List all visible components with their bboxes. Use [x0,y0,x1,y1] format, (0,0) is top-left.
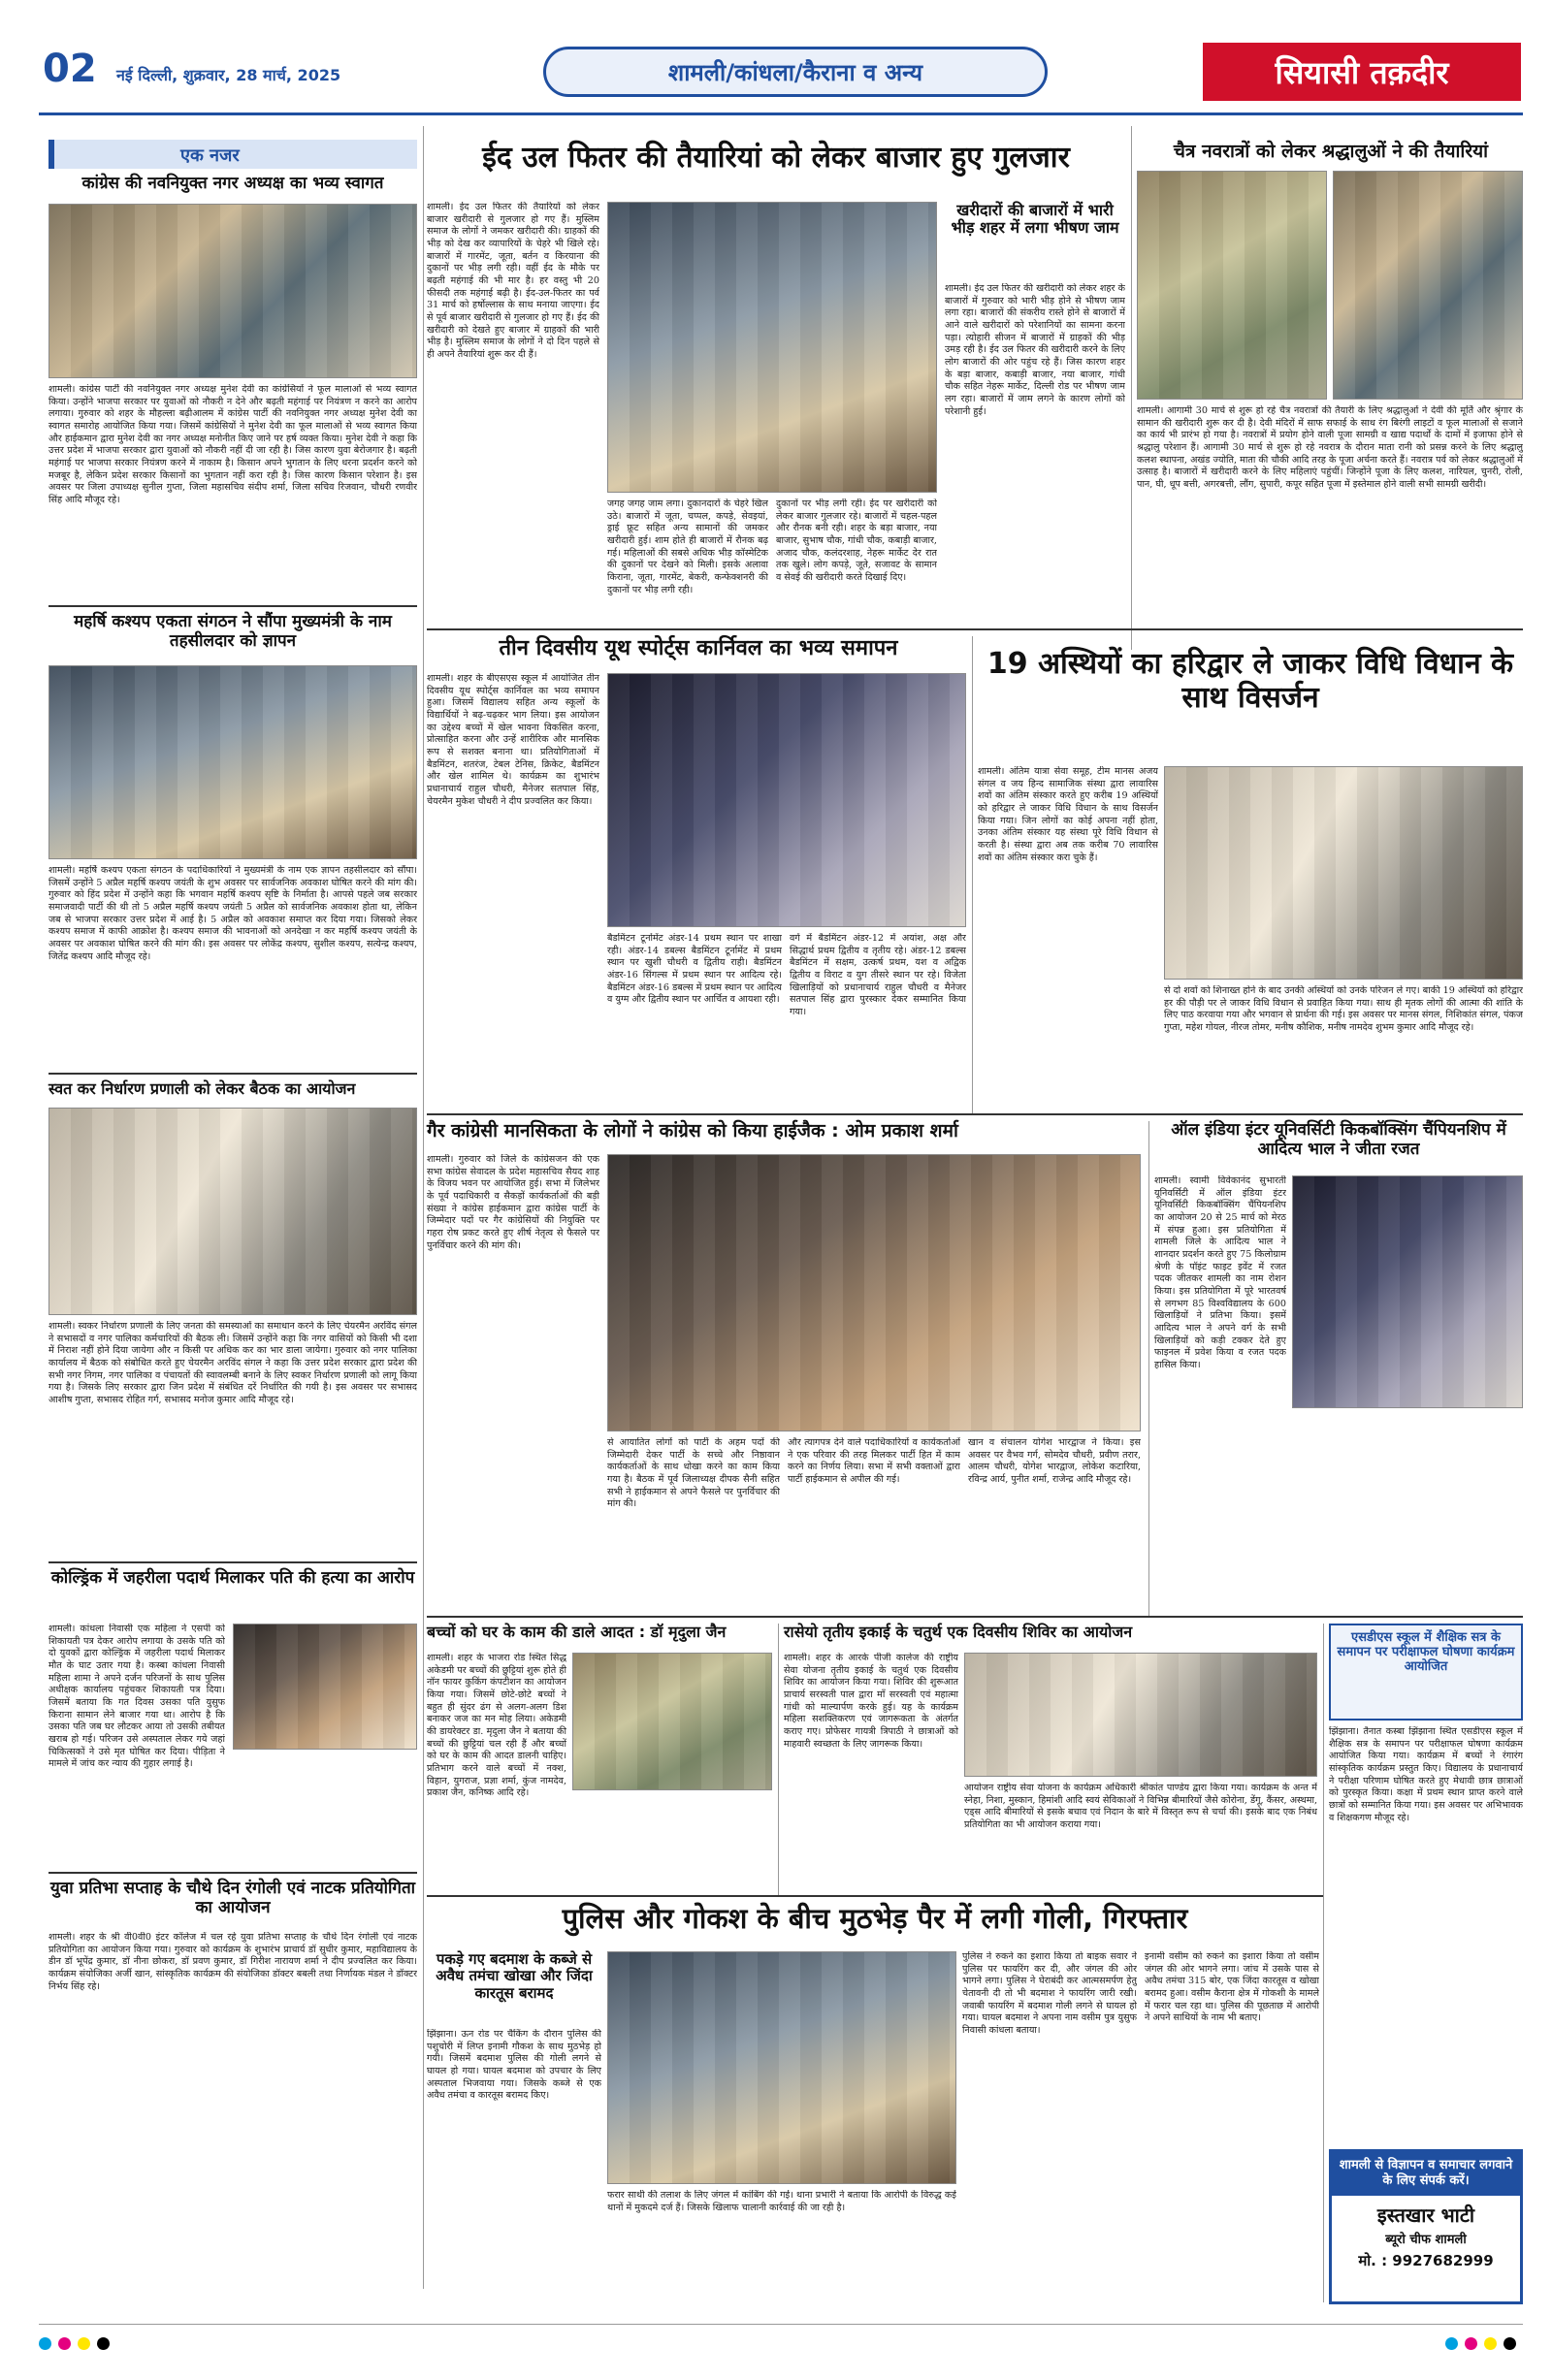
encounter-col4: फरार साथी की तलाश के लिए जंगल में कांबिंग की गई। थाना प्रभारी ने बताया कि आरोपी के विरुद्ध कई थानों में मुकदमे दर्ज हैं। जिसके खिलाफ चालानी कार्रवाई की जा रही है। [607,2190,956,2213]
cooking-photo [572,1653,772,1790]
youth-sports-photo [607,673,966,927]
youth-sports-headline: तीन दिवसीय यूथ स्पोर्ट्स कार्निवल का भव्य समापन [499,636,898,660]
om-prakash-col1: शामली। गुरुवार को जिले के कांग्रेसजन की एक सभा कांग्रेस सेवादल के प्रदेश महासचिव सैयद शाह के विजय भवन पर आयोजित हुई। सभा में जिलेभर के पूर्व पदाधिकारी व सैकड़ों कार्यकर्ताओं की बड़ी संख्या ने कांग्रेस हाईकमान द्वारा कांग्रेस पार्टी के जिम्मेदार पदों पर गैर कांग्रेसियों की नियुक्ति पर गहरा रोष प्रकट करते हुए शीर्ष नेतृत्व से फैसले पर पुनर्विचार करने की मांग की। [427,1154,599,1251]
story4-body: शामली। कांधला निवासी एक महिला ने एसपी को शिकायती पत्र देकर आरोप लगाया के उसके पति को दो युवकों द्वारा कोल्ड्रिंक में जहरीला पदार्थ मिलाकर मौत के घाट उतार गया है। कस्बा कांधला निवासी महिला शामा ने अपने दर्जन परिजनों के साथ पुलिस अधीक्षक कार्यालय पहुंचकर शिकायती पत्र दिया। जिसमें बताया कि गत दिवस उसका पति युसुफ किराना सामान लेने बाजार गया था। आरोप है कि उसका पति जब घर लौटकर आया तो उसकी तबीयत खराब हो गई। परिजन उसे अस्पताल लेकर गये जहां चिकित्सकों ने उसे मृत घोषित कर दिया। पीड़िता ने मामले में जांच कर न्याय की गुहार लगाई है। [48,1624,225,1770]
story2-photo [48,665,417,859]
sds-school-headline: एसडीएस स्कूल में शैक्षिक सत्र के समापन पर परीक्षाफल घोषणा कार्यक्रम आयोजित [1337,1630,1515,1674]
story1-headline: कांग्रेस की नवनियुक्त नगर अध्यक्ष का भव्य स्वागत [81,174,384,193]
kickboxing-headline: ऑल इंडिया इंटर यूनिवर्सिटी किकबॉक्सिंग चैंपियनशिप में आदित्य भाल ने जीता रजत [1171,1120,1506,1159]
eid-col2: जगह जगह जाम लगा। दुकानदारों के चेहरे खिल उठे। बाजारों में जूता, चप्पल, कपड़े, सेवइयां, ड्राई फ्रूट सहित अन्य सामानों की जमकर खरीदारी हुई। शाम होते ही बाजारों में रौनक बढ़ गई। महिलाओं की सबसे अधिक भीड़ कॉस्मेटिक की दुकानों पर देखने को मिली। इसके अलावा किराना, जूता, गारमेंट, बेकरी, कन्फेक्शनरी की दुकानों पर भीड़ लगी रही। [607,499,768,595]
ad-mobile: मो. : 9927682999 [1358,2251,1494,2269]
encounter-photo [607,1951,956,2184]
encounter-col2: पुलिस ने रुकने का इशारा किया तो बाइक सवार ने पुलिस पर फायरिंग कर दी, और जंगल की ओर भागने लगा। पुलिस ने घेराबंदी कर आत्मसमर्पण हेतु चेतावनी दी तो भी बदमाश ने फायरिंग जारी रखी। जवाबी फायरिंग में बदमाश गोली लगने से घायल हो गया। घायल बदमाश ने अपना नाम वसीम पुत्र युसुफ निवासी कांधला बताया। [962,1951,1137,2036]
dateline: नई दिल्ली, शुक्रवार, 28 मार्च, 2025 [116,66,341,84]
story1-body: शामली। कांग्रेस पार्टी की नवनियुक्त नगर अध्यक्ष मुनेश देवी का कांग्रेसियों ने फूल मालाओं से भव्य स्वागत किया। उन्होंने भाजपा सरकार पर युवाओं को नौकरी न देने और बढ़ती महंगाई पर नियंत्रण न करने का आरोप लगाया। गुरुवार को शहर के मौहल्ला बढ़ीआलम में कांग्रेस पार्टी की नवनियुक्त नगर अध्यक्ष मुनेश देवी का स्वागत समारोह आयोजित किया गया। जिसमें कांग्रेसियों ने मुनेश देवी का फूल मालाओं से भव्य स्वागत किया और हाईकमान द्वारा मुनेश देवी का नगर अध्यक्ष मनोनीत किए जाने पर हर्ष व्यक्त किया। मुनेश देवी ने कहा कि उत्तर प्रदेश में भाजपा सरकार द्वारा युवाओं को नौकरी नहीं दी जा रही है। जिस कारण युवा बेरोजगार है। बढ़ती महंगाई पर भाजपा सरकार नियंत्रण करने में नाकाम है। किसान अपने भुगतान के लिए धरना प्रदर्शन करने को मजबूर है, लेकिन प्रदेश सरकार किसानों का भुगतान नहीं करा रही है। जिस कारण किसान परेशान है। इस अवसर पर जिला उपाध्यक्ष सुनील गुप्ता, जिला महासचिव संदीप शर्मा, जिला सचिव रिजवान, चौधरी रणवीर सिंह आदि मौजूद रहे। [48,384,417,505]
haridwar-headline: 19 अस्थियों का हरिद्वार ले जाकर विधि विधान के साथ विसर्जन [986,647,1514,715]
color-registration-bar [39,2337,1523,2357]
haridwar-body2: से दो शवों को शिनाख्त होने के बाद उनकी अस्थियों को उनके परिजन ले गए। बाकी 19 अस्थियों को हरिद्वार हर की पौड़ी पर ले जाकर विधि विधान से प्रवाहित किया गया। साथ ही मृतक लोगों की आत्मा की शांति के लिए पाठ करवाया गया और भगवान से प्रार्थना की गई। इस अवसर पर मानस संगल, निशिकांत संगल, पंकज गुप्ता, महेश गोयल, नीरज तोमर, मनीष कौशिक, मनीष नामदेव शुभम कुमार आदि मौजूद रहे। [1164,985,1523,1033]
nss-camp-photo [964,1653,1317,1777]
masthead [39,39,1523,109]
section-title-banner [543,47,1048,97]
story3-headline: स्वत कर निर्धारण प्रणाली को लेकर बैठक का आयोजन [48,1079,356,1098]
haridwar-body: शामली। अंतिम यात्रा सेवा समूह, टीम मानस अजय संगल व जय हिन्द सामाजिक संस्था द्वारा लावारिस शवों का अंतिम संस्कार करते हुए करीब 19 अस्थियों को हरिद्वार ले जाकर विधि विधान के साथ विसर्जन किया गया। जिन लोगों का कोई अपना नहीं होता, उनका अंतिम संस्कार यह संस्था पूरे विधि विधान से करती है। संस्था द्वारा अब तक करीब 70 लावारिस शवों का अंतिम संस्कार करा चुके हैं। [978,766,1158,863]
encounter-sub-body: झिंझाना। ऊन रोड पर चैकिंग के दौरान पुलिस की पशुचोरी में लिप्त इनामी गौकश के साथ मुठभेड़ हो गयी। जिसमें बदमाश पुलिस की गोली लगने से घायल हो गया। घायल बदमाश को उपचार के लिए अस्पताल भिजवाया गया। जिसके कब्जे से एक अवैध तमंचा व कारतूस बरामद किए। [427,2029,601,2102]
story4-headline: कोल्ड्रिंक में जहरीला पदार्थ मिलाकर पति की हत्या का आरोप [50,1568,415,1588]
eid-col3: दुकानों पर भीड़ लगी रही। ईद पर खरीदारी को लेकर बाजार गुलजार रहे। बाजारों में चहल-पहल और रौनक बनी रही। शहर के बड़ा बाजार, नया बाजार, सुभाष चौक, गांधी चौक, कबाड़ी बाजार, अजाद चौक, कलंदरशाह, नेहरू मार्केट देर रात तक खुले। लोग कपड़े, जूते, सजावट के सामान व सेवई की खरीदारी करते दिखाई दिए। [776,499,937,583]
contact-ad-box [1329,2149,1523,2304]
eid-headline: ईद उल फितर की तैयारियां को लेकर बाजार हुए गुलजार [482,141,1070,175]
encounter-col3: इनामी वसीम को रुकने का इशारा किया तो वसीम जंगल की ओर भागने लगा। जांच में उसके पास से अवैध तमंचा 315 बोर, एक जिंदा कारतूस व खोखा बरामद हुआ। वसीम कैराना क्षेत्र में गोकशी के मामले में फरार चल रहा था। पुलिस की पूछताछ में आरोपी ने अपने साथियों के नाम भी बताए। [1145,1951,1319,2024]
eid-sub-body: शामली। ईद उल फितर की खरीदारी को लेकर शहर के बाजारों में गुरुवार को भारी भीड़ होने से भीषण जाम लगा रहा। बाजारों की संकरीय रास्ते होने से बाजारों में आने वाले खरीदारों को परेशानियों का सामना करना पड़ा। त्योहारी सीजन में बाजारों में ग्राहकों की भीड़ उमड़ रही है। ईद उल फितर की खरीदारी करने के लिए लोग बाजारों की ओर पहुंच रहे हैं। जिस कारण शहर के बड़ा बाजार, कबाड़ी बाजार, नया बाजार, गांधी चौक सहित नेहरू मार्केट, दिल्ली रोड पर भीषण जाम लग रहा। बाजारों में जाम लगने के कारण लोगों को परेशानी हुई। [945,283,1125,417]
story5-body: शामली। शहर के श्री वी0वी0 इंटर कॉलेज में चल रहे युवा प्रतिभा सप्ताह के चौथे दिन रंगोली एवं नाटक प्रतियोगिता का आयोजन किया गया। गुरुवार को कार्यक्रम के शुभारंभ प्राचार्य डॉ सुधीर कुमार, महाविद्यालय के डीन डॉ भूपेंद्र कुमार, डॉ नीना छोकरा, डॉ प्रवण कुमार, डॉ गिरीश नारायण शर्मा ने दीप प्रज्वलित कर किया। कार्यक्रम संयोजिका अर्जी खान, सांस्कृतिक कार्यक्रम की संयोजिका डॉक्टर बबली तथा निर्णायक मंडल ने डॉक्टर निर्भय सिंह रहे। [48,1932,417,1992]
navratri-photo-1 [1137,171,1327,400]
eid-sub-headline: खरीदारों की बाजारों में भारी भीड़ शहर में लगा भीषण जाम [951,201,1119,238]
om-prakash-col2: से आयातित लोगों को पार्टी के अहम पदों की जिम्मेदारी देकर पार्टी के सच्चे और निष्ठावान कार्यकर्ताओं के साथ धोखा करने का काम किया गया है। बैठक में पूर्व जिलाध्यक्ष दीपक सैनी सहित सभी ने हाईकमान से अपने फैसले पर पुनर्विचार की मांग की। [607,1437,780,1510]
encounter-sub-headline: पकड़े गए बदमाश के कब्जे से अवैध तमंचा खोखा और जिंदा कारतूस बरामद [436,1950,593,2002]
navratri-headline: चैत्र नवरात्रों को लेकर श्रद्धालुओं ने की तैयारियां [1173,141,1489,162]
om-prakash-headline: गैर कांग्रेसी मानसिकता के लोगों ने कांग्रेस को किया हाईजैक : ओम प्रकाश शर्मा [427,1120,958,1142]
left-column [48,126,417,2318]
youth-sports-col2: बैडमिंटन टूर्नामेंट अंडर-14 प्रथम स्थान पर शाखा रही। अंडर-14 डबल्स बैडमिंटन टूर्नामेंट में प्रथम स्थान पर खुशी चौधरी व द्वितीय राही। बैडमिंटन अंडर-16 सिंगल्स में प्रथम स्थान पर आदित्य रहे। बैडमिंटन अंडर-16 डबल्स में प्रथम स्थान पर आदित्य व युग्म और द्वितीय स्थान पर आर्चित व आयशा रही। [607,933,782,1006]
nss-camp-headline: रासेयो तृतीय इकाई के चतुर्थ एक दिवसीय शिविर का आयोजन [784,1623,1133,1641]
sds-headline-box [1329,1624,1523,1721]
navratri-photo-2 [1333,171,1523,400]
paper-name: सियासी तक़दीर [1275,53,1449,91]
nss-camp-col1: शामली। शहर के आरके पीजी कालेज की राष्ट्रीय सेवा योजना तृतीय इकाई के चतुर्थ एक दिवसीय शिविर का आयोजन किया गया। शिविर की शुरूआत प्राचार्य सरस्वती पाल द्वारा माँ सरस्वती एवं महात्मा गांधी को माल्यार्पण करके हुई। यह के कार्यक्रम महिला सशक्तिकरण एवं जागरूकता के अंतर्गत कराए गए। प्रोफेसर गायत्री त्रिपाठी ने छात्राओं को माहवारी स्वच्छता के लिए जागरूक किया। [784,1653,958,1750]
story2-body: शामली। महर्षि कश्यप एकता संगठन के पदाधिकारियों ने मुख्यमंत्री के नाम एक ज्ञापन तहसीलदार को सौंपा। जिसमें उन्होंने 5 अप्रैल महर्षि कश्यप जयंती के शुभ अवसर पर सार्वजनिक अवकाश घोषित करने की मांग की। गुरुवार को हिंद प्रदेश में उन्होंने कहा कि भगवान महर्षि कश्यप सृष्टि के निर्माता है। आपसे पहले जब सरकार समाजवादी पार्टी की थी तो 5 अप्रैल महर्षि कश्यप जयंती 5 अप्रैल को सार्वजनिक अवकाश होता था, लेकिन जब से भाजपा सरकार उत्तर प्रदेश में आई है। 5 अप्रैल को अवकाश समाप्त कर दिया गया। जिसको लेकर कश्यप समाज में काफी आक्रोश है। कश्यप समाज की भावनाओं को अनदेखा न कर महर्षि कश्यप जयंती के अवसर पर अवकाश घोषित करने की मांग की। इस अवसर पर लोकेंद्र कश्यप, सुशील कश्यप, सत्येन्द्र कश्यप, जितेंद्र कश्यप आदि मौजूद रहे। [48,865,417,962]
navratri-body: शामली। आगामी 30 मार्च से शुरू हो रहे चैत्र नवरात्रों की तैयारी के लिए श्रद्धालुओं ने देवी की मूर्ति और श्रृंगार के सामान की खरीदारी शुरू कर दी है। देवी मंदिरों में साफ सफाई के साथ रंग बिरंगी लाइटों व फूल मालाओं से सजाने का कार्य भी प्रारंभ हो गया है। नवरात्रों में प्रयोग होने वाली पूजा सामग्री व खाद्य पदार्थों के दामों में इजाफा होने से श्रद्धालु परेशान हैं। आगामी 30 मार्च से शुरू हो रहे नवरात्र के दौरान माता रानी को प्रसन्न करने के लिए श्रद्धालु कलश स्थापना, अखंड ज्योति, माता की चौकी आदि तरह के पूजा अर्चना करते हैं। नवरात्र पर्व को लेकर श्रद्धालुओं में उत्साह है। बाजारों में खरीदारी करने के लिए महिलाएं पहुंचीं। जिन्होंने पूजा के लिए कलश, नारियल, चुनरी, रोली, पान, घी, धूप बत्ती, अगरबत्ती, लौंग, सुपारी, कपूर सहित पूजा में इस्तेमाल होने वाली सभी सामग्री खरीदी। [1137,405,1523,490]
sds-school-body: झिंझाना। तैनात कस्बा झिंझाना स्थित एसडीएस स्कूल में शैक्षिक सत्र के समापन पर परीक्षाफल घोषणा कार्यक्रम आयोजित किया गया। कार्यक्रम में बच्चों ने रंगारंग सांस्कृतिक कार्यक्रम प्रस्तुत किए। विद्यालय के प्रधानाचार्य ने परीक्षा परिणाम घोषित करते हुए मेधावी छात्र छात्राओं को पुरस्कृत किया। कक्षा में प्रथम स्थान प्राप्त करने वाले छात्रों को सम्मानित किया गया। इस अवसर पर अभिभावक व शिक्षकगण मौजूद रहे। [1329,1726,1523,1823]
section-title: शामली/कांधला/कैराना व अन्य [667,58,923,86]
cooking-headline: बच्चों को घर के काम की डाले आदत : डॉ मृदुला जैन [427,1623,727,1641]
story3-body: शामली। स्वकर निर्धारण प्रणाली के लिए जनता की समस्याओं का समाधान करने के लिए चेयरमैन अरविंद संगल ने सभासदों व नगर पालिका कर्मचारियों की बैठक ली। जिसमें उन्होंने कहा कि नगर वासियों को किसी भी दशा में निराश नहीं होने दिया जायेगा और न किसी पर अधिक कर का भार डाला जायेगा। गुरुवार को नगर पालिका कार्यालय में बैठक को संबोधित करते हुए चेयरमैन अरविंद संगल ने कहा कि उत्तर प्रदेश सरकार द्वारा प्रदेश की सभी नगर निगम, नगर पालिका व पंचायतों की स्वावलम्बी बनाने के लिए स्वकर निर्धारण प्रणाली को लागू किया गया है। जिसके लिए सरकार द्वारा जिन प्रदेश में संबंधित दरें निर्धारित की गयी है। इस अवसर पर सभासद आशीष गुप्ता, सभासद रोहित गर्ग, सभासद मनोज कुमार आदि मौजूद रहे। [48,1321,417,1405]
ad-line1: शामली से विज्ञापन व समाचार लगवाने के लिए संपर्क करें। [1332,2152,1520,2196]
cooking-body: शामली। शहर के भाजरा रोड स्थित सिद्ध अकेडमी पर बच्चों की छुट्टियां शुरू होते ही नॉन फायर कुकिंग कंपटीशन का आयोजन किया गया। जिसमें छोटे-छोटे बच्चों ने बहुत ही सुंदर ढंग से अलग-अलग डिश बनाकर जज का मन मोह लिया। अकेडमी की डायरेक्टर डा. मृदुला जैन ने बताया की बच्चों की छुट्टियां चल रही हैं और बच्चों को घर के काम की आदत डालनी चाहिए। प्रतिभाग करने वाले बच्चों में नक्श, विहान, युगराज, प्रज्ञा शर्मा, कुंज नामदेव, प्रकाश जैन, कनिष्क आदि रहे। [427,1653,566,1799]
story3-photo [48,1108,417,1315]
story1-photo [48,204,417,378]
nss-camp-col2: आयोजन राष्ट्रीय सेवा योजना के कार्यक्रम अधिकारी श्रीकांत पाण्डेय द्वारा किया गया। कार्यक्रम के अन्त में स्नेहा, निशा, मुस्कान, हिमांशी आदि स्वयं सेविकाओं ने विभिन्न बीमारियों जैसे कोरोना, डेंगू, कैंसर, अस्थमा, एड्स आदि बीमारियों से इसके बचाव एवं निदान के बारे में विस्तृत रूप से चर्चा की। इसके बाद एक निबंध प्रतियोगिता का भी आयोजन कराया गया। [964,1783,1317,1830]
ek-nazar-banner [48,140,417,169]
eid-col1: शामली। ईद उल फितर की तैयारियों को लेकर बाजार खरीदारी से गुलजार हो गए हैं। मुस्लिम समाज के लोगों ने जमकर खरीदारी की। ग्राहकों की भीड़ को देख कर व्यापारियों के चेहरे भी खिले रहे। बाजारों में गारमेंट, जूता, बर्तन व किरयाना की दुकानों पर भीड़ लगी रही। वहीं ईद के मौके पर बढ़ती महंगाई की भी मार है। हर वस्तु भी 20 फीसदी तक महंगाई बढ़ी है। ईद-उल-फितर का पर्व 31 मार्च को हर्षोल्लास के साथ मनाया जाएगा। ईद से पूर्व बाजार खरीदारी से गुलजार हो गए हैं। ईद की खरीदारी को देखते हुए बाजार में ग्राहकों की भारी भीड़ है। मुस्लिम समाज के लोगों ने दो दिन पहले से ही अपने तैयारियां शुरू कर दी हैं। [427,202,599,360]
kickboxing-body: शामली। स्वामी विवेकानंद सुभारती यूनिवर्सिटी में ऑल इंडिया इंटर यूनिवर्सिटी किकबॉक्सिंग चैंपियनशिप का आयोजन 20 से 25 मार्च को मेरठ में संपन्न हुआ। इस प्रतियोगिता में शामली जिले के आदित्य भाल ने शानदार प्रदर्शन करते हुए 75 किलोग्राम श्रेणी के पॉइंट फाइट इवेंट में रजत पदक जीतकर शामली का नाम रोशन किया। इस प्रतियोगिता में पूरे भारतवर्ष से लगभग 85 विश्वविद्यालय के 600 खिलाड़ियों ने प्रतिभा किया। इसमें आदित्य भाल ने अपने वर्ग के सभी खिलाड़ियों को कड़ी टक्कर देते हुए फाइनल में प्रवेश किया व रजत पदक हासिल किया। [1154,1175,1286,1370]
eid-photo-main [607,202,937,493]
story5-headline: युवा प्रतिभा सप्ताह के चौथे दिन रंगोली एवं नाटक प्रतियोगिता का आयोजन [49,1879,416,1917]
ad-name: इस्तखार भाटी [1376,2203,1475,2227]
page-number: 02 [43,47,97,91]
ek-nazar-label: एक नजर [180,145,240,166]
kickboxing-photo [1292,1175,1523,1408]
om-prakash-col3: और त्यागपत्र देने वाले पदाधिकारियों व कार्यकर्ताओं ने एक परिवार की तरह मिलकर पार्टी हित में काम करने का निर्णय लिया। सभा में सभी वक्ताओं द्वारा पार्टी हाईकमान से अपील की गई। [788,1437,960,1485]
paper-name-badge [1203,43,1521,101]
youth-sports-col3: वर्ग में बैडमिंटन अंडर-12 में अयांश, अक्ष और सिद्धार्थ प्रथम द्वितीय व तृतीय रहे। अंडर-12 डबल्स बैडमिंटन में सक्षम, उत्कर्ष प्रथम, यश व अद्विक द्वितीय व विराट व युग तीसरे स्थान पर रहे। विजेता खिलाड़ियों को प्रधानाचार्य राहुल चौधरी व मैनेजर सतपाल सिंह द्वारा पुरस्कार देकर सम्मानित किया गया। [790,933,966,1017]
om-prakash-photo [607,1154,1141,1431]
ad-designation: ब्यूरो चीफ शामली [1385,2232,1467,2247]
story4-photo [233,1624,417,1750]
om-prakash-col4: खान व संचालन योगेश भारद्वाज ने किया। इस अवसर पर वैभव गर्ग, सोमदेव चौधरी, प्रवीण तरार, आलम चौधरी, योगेश भारद्वाज, लोकेश कटारिया, रविन्द्र आर्य, पुनीत शर्मा, राजेन्द्र आदि मौजूद रहे। [968,1437,1141,1485]
encounter-headline: पुलिस और गोकश के बीच मुठभेड़ पैर में लगी गोली, गिरफ्तार [562,1902,1188,1935]
haridwar-photo [1164,766,1523,980]
youth-sports-col1: शामली। शहर के बीएसएस स्कूल में आयोजित तीन दिवसीय यूथ स्पोर्ट्स कार्निवल का भव्य समापन हुआ। जिसमें विद्यालय सहित अन्य स्कूलों के विद्यार्थियों ने बढ़-चढ़कर भाग लिया। इस आयोजन का उद्देश्य बच्चों में खेल भावना विकसित करना, प्रोत्साहित करना और उन्हें शारीरिक और मानसिक रूप से सशक्त बनाना था। प्रतियोगिताओं में बैडमिंटन, शतरंज, टेबल टेनिस, क्रिकेट, बैडमिंटन और खेल शामिल थे। कार्यक्रम का शुभारंभ प्रधानाचार्य राहुल चौधरी, मैनेजर सतपाल सिंह, चेयरमैन मुकेश चौधरी ने दीप प्रज्वलित कर किया। [427,673,599,807]
story2-headline: महर्षि कश्यप एकता संगठन ने सौंपा मुख्यमंत्री के नाम तहसीलदार को ज्ञापन [74,612,392,651]
